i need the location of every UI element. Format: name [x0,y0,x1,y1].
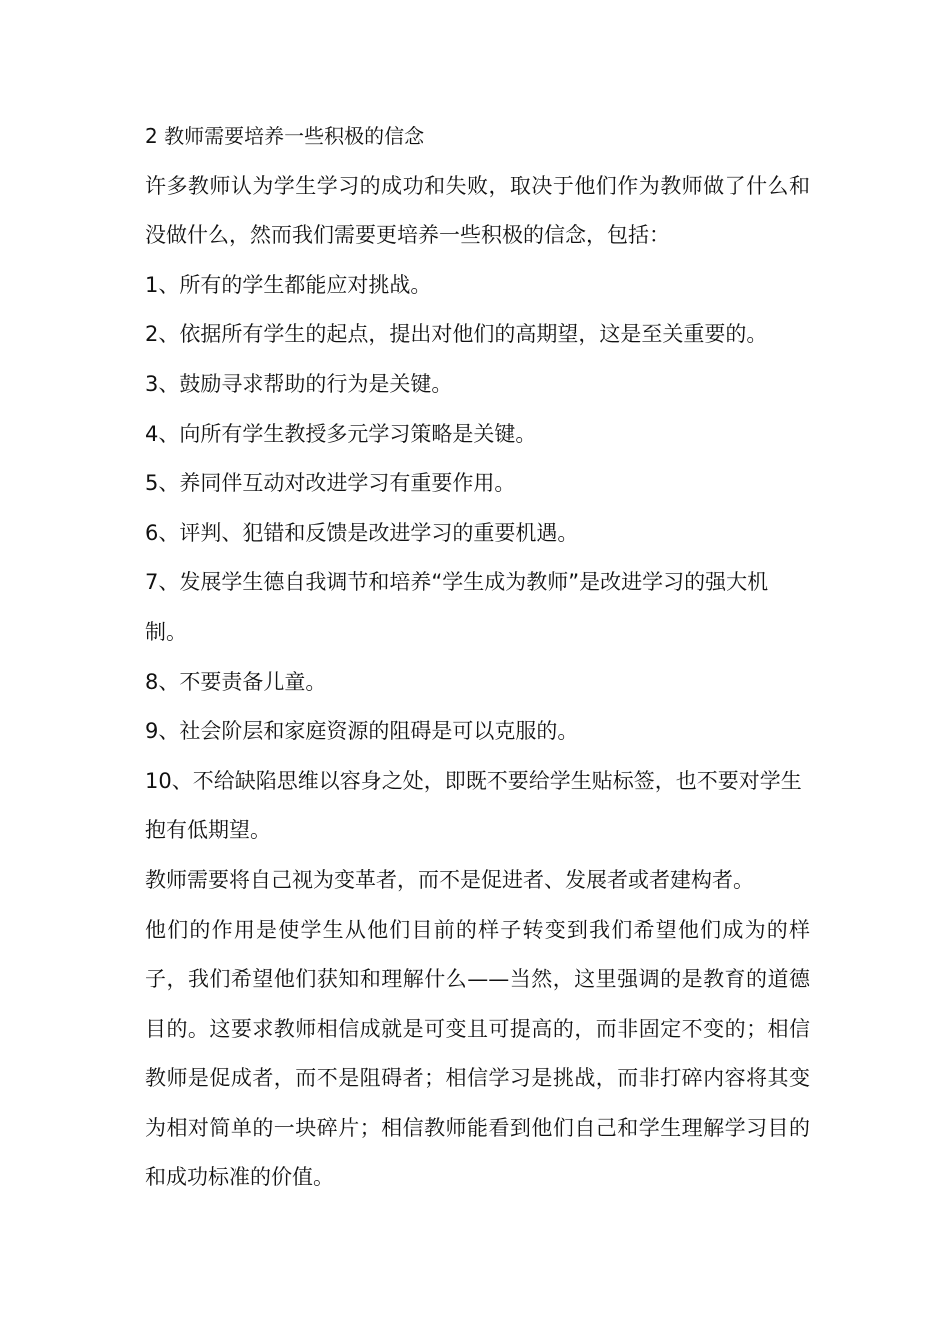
belief-item-7: 7、发展学生德自我调节和培养“学生成为教师”是改进学习的强大机制。 [145,570,769,644]
closing-paragraph-1: 教师需要将自己视为变革者，而不是促进者、发展者或者建构者。 [145,867,754,892]
belief-item-6: 6、评判、犯错和反馈是改进学习的重要机遇。 [145,520,579,545]
belief-item-3: 3、鼓励寻求帮助的行为是关键。 [145,371,453,396]
beliefs-list [145,261,810,856]
belief-item-8: 8、不要责备儿童。 [145,669,327,694]
belief-item-5: 5、养同伴互动对改进学习有重要作用。 [145,471,516,496]
belief-item-9: 9、社会阶层和家庭资源的阻碍是可以克服的。 [145,719,579,744]
intro-paragraph: 许多教师认为学生学习的成功和失败，取决于他们作为教师做了什么和没做什么，然而我们需要更培养一些积极的信念，包括： [145,173,810,248]
belief-item-4: 4、向所有学生教授多元学习策略是关键。 [145,421,537,446]
closing-paragraph-2: 他们的作用是使学生从他们目前的样子转变到我们希望他们成为的样子，我们希望他们获知和理解什么——当然，这里强调的是教育的道德目的。这要求教师相信成就是可变且可提高的，而非固定不变的；相信教师是促成者，而不是阻碍者；相信学习是挑战，而非打碎内容将其变为相对简单的一块碎片；相信教师能看到他们自己和学生理解学习目的和成功标准的价值。 [145,917,810,1190]
belief-item-2: 2、依据所有学生的起点，提出对他们的高期望，这是至关重要的。 [145,322,768,347]
document-body [145,112,810,1203]
belief-item-1: 1、所有的学生都能应对挑战。 [145,272,432,297]
belief-item-10: 10、不给缺陷思维以容身之处，即既不要给学生贴标签，也不要对学生抱有低期望。 [145,768,802,843]
section-heading: 2 教师需要培养一些积极的信念 [145,124,425,148]
